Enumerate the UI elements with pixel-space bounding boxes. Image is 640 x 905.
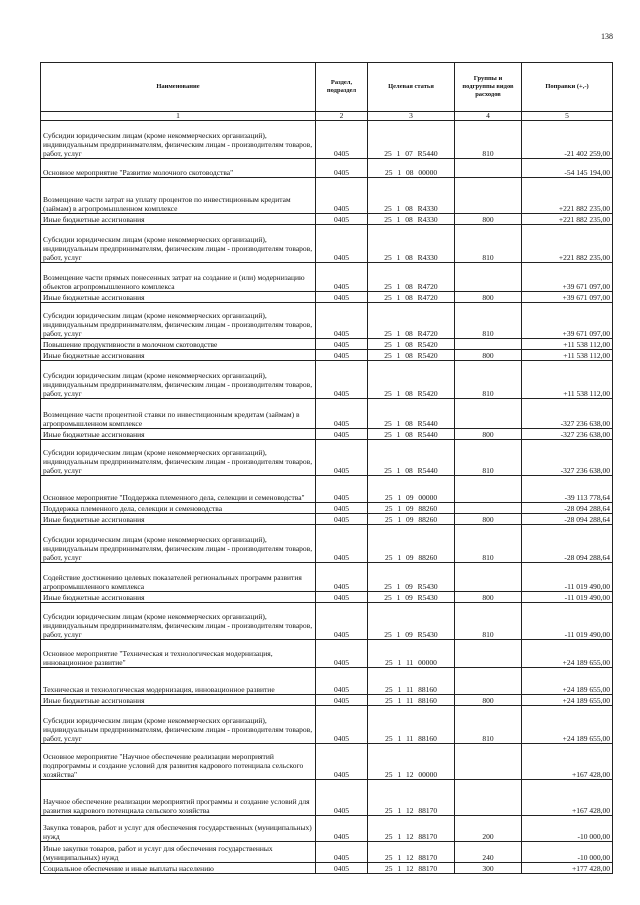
row-amount: -327 236 638,00 <box>522 429 613 440</box>
column-number-row <box>41 112 613 121</box>
row-name: Основное мероприятие "Поддержка племенного дела, селекции и семеноводства" <box>41 476 316 503</box>
row-section: 0405 <box>316 695 368 706</box>
row-target: 25 1 12 88170 <box>368 780 455 816</box>
row-group: 810 <box>455 440 522 476</box>
row-group <box>455 563 522 592</box>
row-amount: -28 094 288,64 <box>522 503 613 514</box>
row-section: 0405 <box>316 640 368 668</box>
row-section: 0405 <box>316 263 368 292</box>
row-name: Иные бюджетные ассигнования <box>41 514 316 525</box>
row-group: 810 <box>455 225 522 263</box>
row-amount: +39 671 097,00 <box>522 303 613 339</box>
row-name: Возмещение части затрат на уплату процентов по инвестиционным кредитам (займам) в агропромышленном комплексе <box>41 178 316 214</box>
row-section: 0405 <box>316 563 368 592</box>
row-section: 0405 <box>316 780 368 816</box>
header-section: Раздел, подраздел <box>316 63 368 112</box>
row-target: 25 1 08 R4330 <box>368 225 455 263</box>
row-name: Научное обеспечение реализации мероприятий программы и создание условий для развития кадрового потенциала сельского хозяйства <box>41 780 316 816</box>
row-target: 25 1 08 R4720 <box>368 303 455 339</box>
row-name: Иные бюджетные ассигнования <box>41 695 316 706</box>
row-name: Субсидии юридическим лицам (кроме некоммерческих организаций), индивидуальным предпринимателям, физическим лицам - производителям товаров, работ, услуг <box>41 525 316 563</box>
row-group: 800 <box>455 592 522 603</box>
row-name: Субсидии юридическим лицам (кроме некоммерческих организаций), индивидуальным предпринимателям, физическим лицам - производителям товаров, работ, услуг <box>41 361 316 399</box>
row-group: 800 <box>455 695 522 706</box>
header-group: Группы и подгруппы видов расходов <box>455 63 522 112</box>
row-group <box>455 339 522 350</box>
row-section: 0405 <box>316 429 368 440</box>
header-name: Наименование <box>41 63 316 112</box>
row-target: 25 1 08 R5440 <box>368 429 455 440</box>
table-row <box>41 263 613 292</box>
row-group: 800 <box>455 214 522 225</box>
row-name: Субсидии юридическим лицам (кроме некоммерческих организаций), индивидуальным предпринимателям, физическим лицам - производителям товаров, работ, услуг <box>41 706 316 744</box>
row-section: 0405 <box>316 440 368 476</box>
row-target: 25 1 12 00000 <box>368 744 455 780</box>
row-group <box>455 640 522 668</box>
row-amount: +221 882 235,00 <box>522 225 613 263</box>
row-section: 0405 <box>316 361 368 399</box>
row-group <box>455 780 522 816</box>
row-amount: +11 538 112,00 <box>522 361 613 399</box>
row-amount: +11 538 112,00 <box>522 339 613 350</box>
row-group: 810 <box>455 525 522 563</box>
table-row <box>41 744 613 780</box>
row-name: Возмещение части прямых понесенных затрат на создание и (или) модернизацию объектов агропромышленного комплекса <box>41 263 316 292</box>
column-number: 3 <box>368 112 455 121</box>
row-group: 810 <box>455 121 522 159</box>
row-section: 0405 <box>316 744 368 780</box>
row-group <box>455 263 522 292</box>
row-name: Социальное обеспечение и иные выплаты населению <box>41 863 316 874</box>
row-target: 25 1 12 88170 <box>368 863 455 874</box>
row-amount: +11 538 112,00 <box>522 350 613 361</box>
row-target: 25 1 08 R5440 <box>368 440 455 476</box>
row-group: 800 <box>455 292 522 303</box>
row-amount: -54 145 194,00 <box>522 159 613 178</box>
table-row <box>41 592 613 603</box>
row-group: 200 <box>455 816 522 842</box>
page-number: 138 <box>601 32 613 41</box>
row-target: 25 1 08 R5440 <box>368 399 455 429</box>
row-target: 25 1 11 88160 <box>368 706 455 744</box>
row-group: 800 <box>455 350 522 361</box>
row-amount: +221 882 235,00 <box>522 214 613 225</box>
table-row <box>41 563 613 592</box>
row-target: 25 1 08 R4330 <box>368 178 455 214</box>
row-name: Основное мероприятие "Развитие молочного скотоводства" <box>41 159 316 178</box>
table-row <box>41 361 613 399</box>
row-group: 810 <box>455 361 522 399</box>
row-target: 25 1 12 88170 <box>368 816 455 842</box>
row-name: Возмещение части процентной ставки по инвестиционным кредитам (займам) в агропромышленном комплексе <box>41 399 316 429</box>
table-row <box>41 780 613 816</box>
row-name: Основное мероприятие "Научное обеспечение реализации мероприятий подпрограммы и создание условий для развития кадрового потенциала сельского хозяйства" <box>41 744 316 780</box>
table-row <box>41 399 613 429</box>
row-target: 25 1 09 88260 <box>368 514 455 525</box>
row-name: Техническая и технологическая модернизация, инновационное развитие <box>41 668 316 695</box>
row-target: 25 1 09 00000 <box>368 476 455 503</box>
table-row <box>41 863 613 874</box>
table-row <box>41 695 613 706</box>
row-target: 25 1 11 00000 <box>368 640 455 668</box>
row-target: 25 1 08 R5420 <box>368 361 455 399</box>
row-name: Содействие достижению целевых показателей региональных программ развития агропромышленного комплекса <box>41 563 316 592</box>
row-amount: +39 671 097,00 <box>522 263 613 292</box>
row-amount: +221 882 235,00 <box>522 178 613 214</box>
table-row <box>41 178 613 214</box>
row-name: Основное мероприятие "Техническая и технологическая модернизация, инновационное развитие" <box>41 640 316 668</box>
row-section: 0405 <box>316 476 368 503</box>
row-amount: -11 019 490,00 <box>522 563 613 592</box>
row-section: 0405 <box>316 339 368 350</box>
row-target: 25 1 11 88160 <box>368 695 455 706</box>
table-row <box>41 429 613 440</box>
row-target: 25 1 12 88170 <box>368 842 455 863</box>
row-name: Иные бюджетные ассигнования <box>41 214 316 225</box>
row-target: 25 1 08 R4720 <box>368 263 455 292</box>
row-section: 0405 <box>316 816 368 842</box>
row-section: 0405 <box>316 706 368 744</box>
row-section: 0405 <box>316 842 368 863</box>
row-amount: +24 189 655,00 <box>522 706 613 744</box>
row-section: 0405 <box>316 350 368 361</box>
row-group <box>455 744 522 780</box>
row-name: Субсидии юридическим лицам (кроме некоммерческих организаций), индивидуальным предпринимателям, физическим лицам - производителям товаров, работ, услуг <box>41 121 316 159</box>
row-target: 25 1 08 R5420 <box>368 350 455 361</box>
row-name: Субсидии юридическим лицам (кроме некоммерческих организаций), индивидуальным предпринимателям, физическим лицам - производителям товаров, работ, услуг <box>41 440 316 476</box>
row-group <box>455 503 522 514</box>
row-amount: -11 019 490,00 <box>522 603 613 640</box>
row-amount: +167 428,00 <box>522 780 613 816</box>
row-amount: -39 113 778,64 <box>522 476 613 503</box>
table-row <box>41 159 613 178</box>
table-row <box>41 816 613 842</box>
row-group: 240 <box>455 842 522 863</box>
row-name: Субсидии юридическим лицам (кроме некоммерческих организаций), индивидуальным предпринимателям, физическим лицам - производителям товаров, работ, услуг <box>41 303 316 339</box>
table-row <box>41 640 613 668</box>
row-section: 0405 <box>316 592 368 603</box>
row-section: 0405 <box>316 292 368 303</box>
row-section: 0405 <box>316 863 368 874</box>
table-row <box>41 503 613 514</box>
row-name: Субсидии юридическим лицам (кроме некоммерческих организаций), индивидуальным предпринимателям, физическим лицам - производителям товаров, работ, услуг <box>41 225 316 263</box>
row-amount: +39 671 097,00 <box>522 292 613 303</box>
row-amount: -28 094 288,64 <box>522 514 613 525</box>
table-body <box>41 121 613 874</box>
row-target: 25 1 11 88160 <box>368 668 455 695</box>
row-amount: -28 094 288,64 <box>522 525 613 563</box>
row-name: Закупка товаров, работ и услуг для обеспечения государственных (муниципальных) нужд <box>41 816 316 842</box>
row-amount: -10 000,00 <box>522 816 613 842</box>
row-target: 25 1 07 R5440 <box>368 121 455 159</box>
header-row <box>41 63 613 112</box>
table-row <box>41 668 613 695</box>
row-target: 25 1 09 R5430 <box>368 563 455 592</box>
row-section: 0405 <box>316 503 368 514</box>
row-section: 0405 <box>316 525 368 563</box>
table-row <box>41 292 613 303</box>
table-row <box>41 303 613 339</box>
row-section: 0405 <box>316 514 368 525</box>
row-target: 25 1 08 R5420 <box>368 339 455 350</box>
table-row <box>41 214 613 225</box>
row-section: 0405 <box>316 159 368 178</box>
row-target: 25 1 09 88260 <box>368 503 455 514</box>
table-row <box>41 225 613 263</box>
header-amount: Поправки (+,-) <box>522 63 613 112</box>
row-section: 0405 <box>316 214 368 225</box>
row-amount: -11 019 490,00 <box>522 592 613 603</box>
row-group: 800 <box>455 429 522 440</box>
row-section: 0405 <box>316 225 368 263</box>
table-row <box>41 706 613 744</box>
table-row <box>41 350 613 361</box>
row-group <box>455 159 522 178</box>
budget-table <box>40 62 613 874</box>
row-target: 25 1 08 R4330 <box>368 214 455 225</box>
row-target: 25 1 09 R5430 <box>368 592 455 603</box>
row-group <box>455 668 522 695</box>
row-amount: -21 402 259,00 <box>522 121 613 159</box>
row-section: 0405 <box>316 303 368 339</box>
table-row <box>41 603 613 640</box>
row-group <box>455 476 522 503</box>
row-target: 25 1 08 00000 <box>368 159 455 178</box>
column-number: 1 <box>41 112 316 121</box>
row-target: 25 1 09 R5430 <box>368 603 455 640</box>
column-number: 2 <box>316 112 368 121</box>
row-amount: -327 236 638,00 <box>522 399 613 429</box>
row-group <box>455 178 522 214</box>
table-row <box>41 842 613 863</box>
row-amount: +24 189 655,00 <box>522 640 613 668</box>
table-row <box>41 121 613 159</box>
row-group <box>455 399 522 429</box>
row-name: Иные бюджетные ассигнования <box>41 292 316 303</box>
row-name: Иные бюджетные ассигнования <box>41 350 316 361</box>
row-name: Поддержка племенного дела, селекции и семеноводства <box>41 503 316 514</box>
row-section: 0405 <box>316 399 368 429</box>
row-group: 800 <box>455 514 522 525</box>
row-section: 0405 <box>316 121 368 159</box>
row-name: Иные закупки товаров, работ и услуг для обеспечения государственных (муниципальных) нужд <box>41 842 316 863</box>
row-target: 25 1 09 88260 <box>368 525 455 563</box>
row-section: 0405 <box>316 603 368 640</box>
table-row <box>41 514 613 525</box>
row-group: 300 <box>455 863 522 874</box>
row-group: 810 <box>455 706 522 744</box>
row-amount: -327 236 638,00 <box>522 440 613 476</box>
row-amount: +167 428,00 <box>522 744 613 780</box>
header-target: Целевая статья <box>368 63 455 112</box>
row-amount: +24 189 655,00 <box>522 695 613 706</box>
table-row <box>41 440 613 476</box>
row-name: Повышение продуктивности в молочном скотоводстве <box>41 339 316 350</box>
table-row <box>41 476 613 503</box>
row-amount: +24 189 655,00 <box>522 668 613 695</box>
table-row <box>41 525 613 563</box>
row-name: Иные бюджетные ассигнования <box>41 429 316 440</box>
row-name: Субсидии юридическим лицам (кроме некоммерческих организаций), индивидуальным предпринимателям, физическим лицам - производителям товаров, работ, услуг <box>41 603 316 640</box>
row-amount: -10 000,00 <box>522 842 613 863</box>
row-section: 0405 <box>316 178 368 214</box>
table-row <box>41 339 613 350</box>
row-section: 0405 <box>316 668 368 695</box>
row-group: 810 <box>455 603 522 640</box>
row-group: 810 <box>455 303 522 339</box>
column-number: 5 <box>522 112 613 121</box>
column-number: 4 <box>455 112 522 121</box>
row-name: Иные бюджетные ассигнования <box>41 592 316 603</box>
row-target: 25 1 08 R4720 <box>368 292 455 303</box>
row-amount: +177 428,00 <box>522 863 613 874</box>
